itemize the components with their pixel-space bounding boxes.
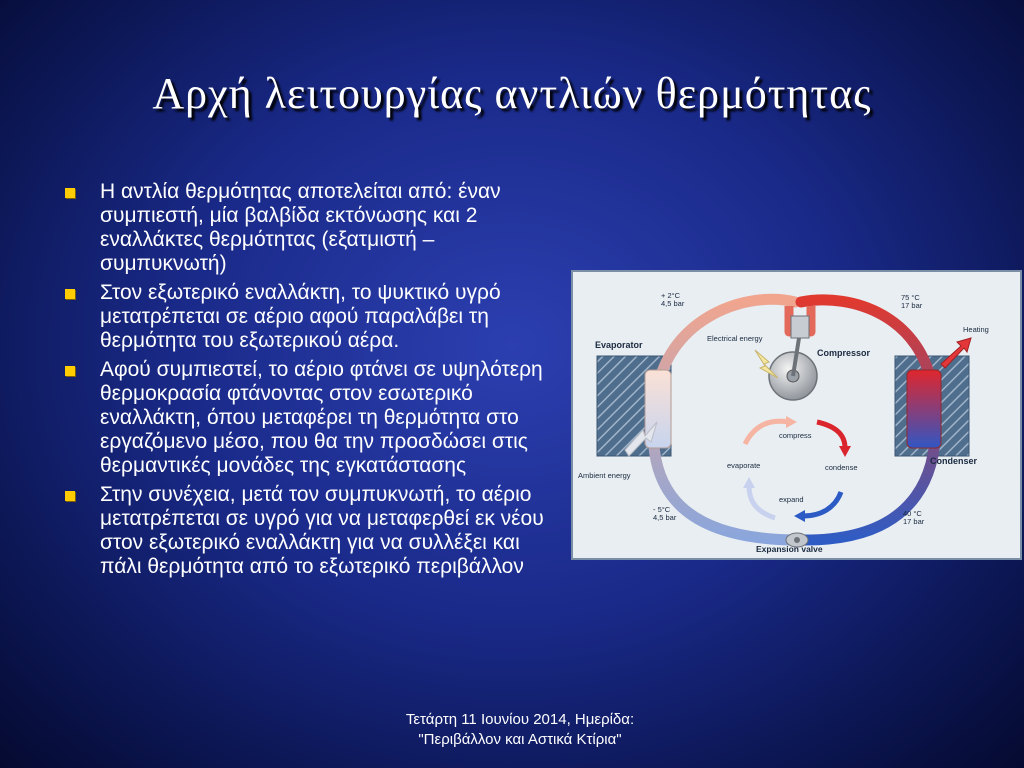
heat-pump-svg bbox=[573, 272, 1020, 558]
evaporator-label: Evaporator bbox=[595, 340, 643, 350]
heating-label: Heating bbox=[963, 325, 989, 334]
expand-arrow bbox=[803, 492, 841, 516]
top-left-pressure: 4,5 bar bbox=[661, 299, 685, 308]
bullet-square-icon bbox=[65, 366, 75, 376]
bullet-square-icon bbox=[65, 289, 75, 299]
footer-line-1: Τετάρτη 11 Ιουνίου 2014, Ημερίδα: bbox=[405, 711, 635, 728]
bottom-right-pressure: 17 bar bbox=[903, 517, 925, 526]
bottom-right-temp: 40 °C bbox=[903, 509, 922, 518]
bottom-left-pressure: 4,5 bar bbox=[653, 513, 677, 522]
top-left-temp: + 2°C bbox=[661, 291, 681, 300]
footer bbox=[330, 710, 710, 750]
condenser-label: Condenser bbox=[930, 456, 978, 466]
expand-label: expand bbox=[779, 495, 804, 504]
electrical-energy-label: Electrical energy bbox=[707, 334, 763, 343]
bullet-item bbox=[62, 281, 552, 353]
bullet-text: Η αντλία θερμότητας αποτελείται από: έναν συμπιεστή, μία βαλβίδα εκτόνωσης και 2 εναλλάκτες θερμότητας (εξατμιστή – συμπυκνωτή) bbox=[100, 180, 501, 275]
compressor-label: Compressor bbox=[817, 348, 871, 358]
bullet-text: Στην συνέχεια, μετά τον συμπυκνωτή, το αέριο μετατρέπεται σε υγρό για να μεταφερθεί εκ νέου στον εξωτερικό εναλλάκτη για να συλλέξει και πάλι θερμότητα από το εξωτερικό περιβάλλον bbox=[100, 483, 544, 578]
bullet-text: Αφού συμπιεστεί, το αέριο φτάνει σε υψηλότερη θερμοκρασία φτάνοντας στον εσωτερικό εναλλάκτη, όπου μεταφέρει τη θερμότητα στο εργαζόμενο μέσο, που θα την προσδώσει στις θερμαντικές μονάδες της εγκατάστασης bbox=[100, 358, 543, 477]
condense-arrow bbox=[817, 422, 845, 448]
footer-line-2: "Περιβάλλον και Αστικά Κτίρια" bbox=[418, 731, 622, 748]
condenser-unit bbox=[907, 370, 941, 448]
bullet-text: Στον εξωτερικό εναλλάκτη, το ψυκτικό υγρό μετατρέπεται σε αέριο αφού παραλάβει τη θερμότητα του εξωτερικού αέρα. bbox=[100, 281, 501, 352]
compressor-cylinder bbox=[791, 316, 809, 338]
bullet-square-icon bbox=[65, 188, 75, 198]
bullet-item bbox=[62, 358, 552, 478]
bullet-list bbox=[62, 180, 552, 584]
slide-title: Αρχή λειτουργίας αντλιών θερμότητας bbox=[152, 69, 872, 118]
evaporate-label: evaporate bbox=[727, 461, 761, 470]
top-right-temp: 75 °C bbox=[901, 293, 920, 302]
bullet-item bbox=[62, 180, 552, 276]
bullet-item bbox=[62, 483, 552, 579]
condense-label: condense bbox=[825, 463, 858, 472]
heat-pump-diagram bbox=[571, 270, 1022, 560]
bottom-left-temp: - 5°C bbox=[653, 505, 671, 514]
expansion-valve-label: Expansion valve bbox=[756, 544, 823, 554]
bullet-square-icon bbox=[65, 491, 75, 501]
evaporate-arrow bbox=[749, 486, 775, 518]
top-right-pressure: 17 bar bbox=[901, 301, 923, 310]
ambient-energy-label: Ambient energy bbox=[578, 471, 631, 480]
compress-label: compress bbox=[779, 431, 812, 440]
